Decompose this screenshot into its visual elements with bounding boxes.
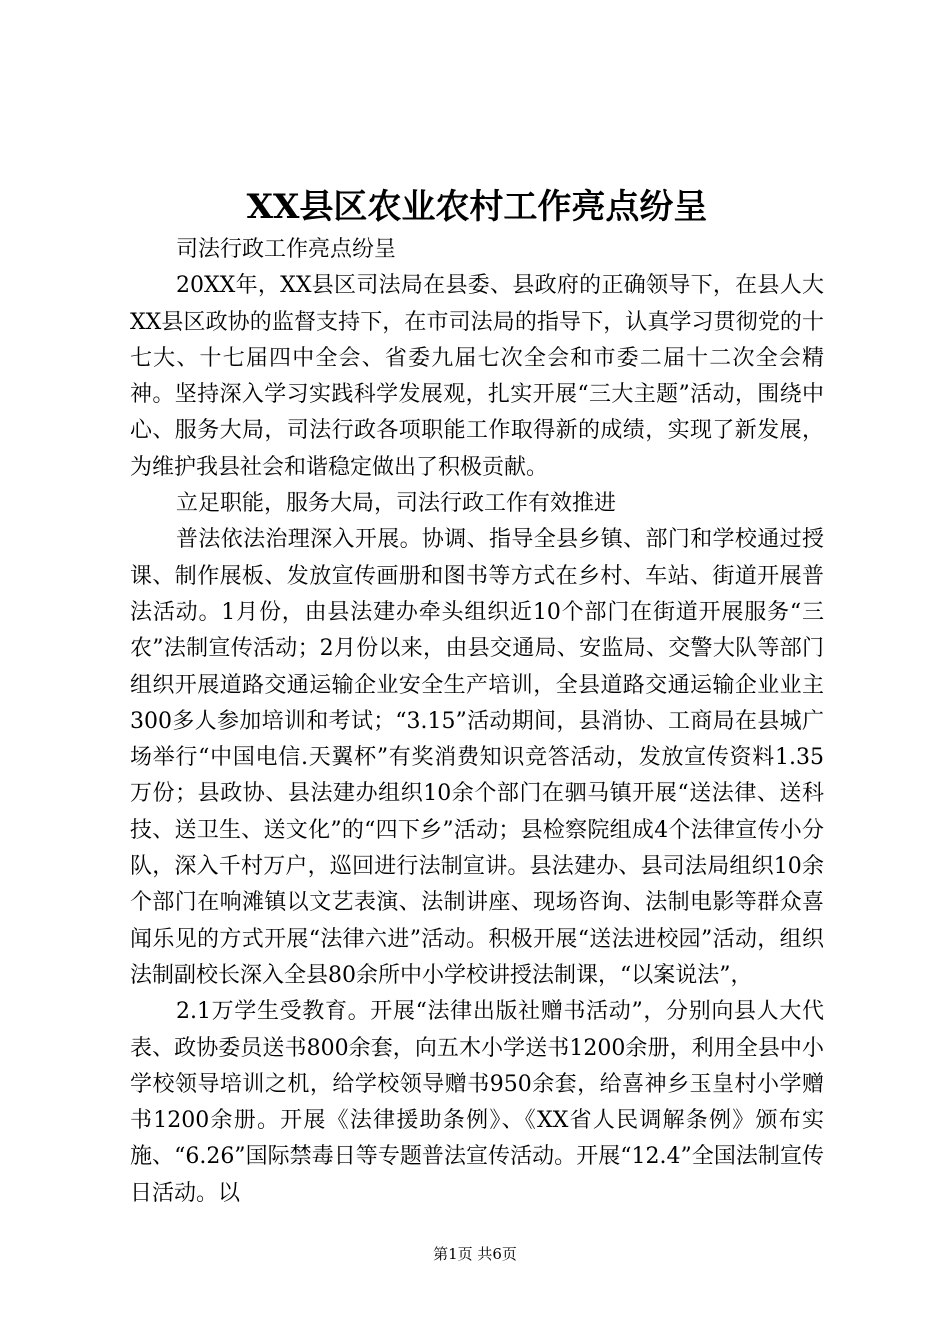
- paragraph-section-heading: 立足职能，服务大局，司法行政工作有效推进: [176, 491, 617, 517]
- document-title: XX县区农业农村工作亮点纷呈: [246, 187, 708, 227]
- page-number-footer: 第1页 共6页: [433, 1245, 517, 1263]
- paragraph-intro: 20XX年，XX县区司法局在县委、县政府的正确领导下，在县人大XX县区政协的监督支持下，在市司法局的指导下，认真学习贯彻党的十七大、十七届四中全会、省委九届七次全会和市委二届十二次全会精神。坚持深入学习实践科学发展观，扎实开展“三大主题”活动，围绕中心、服务大局，司法行政各项职能工作取得新的成绩，实现了新发展，为维护我县社会和谐稳定做出了积极贡献。: [130, 273, 824, 480]
- document-body: [130, 232, 824, 1212]
- paragraph-legal-education: 普法依法治理深入开展。协调、指导全县乡镇、部门和学校通过授课、制作展板、发放宣传画册和图书等方式在乡村、车站、街道开展普法活动。1月份，由县法建办牵头组织近10个部门在街道开展服务“三农”法制宣传活动；2月份以来，由县交通局、安监局、交警大队等部门组织开展道路交通运输企业安全生产培训，全县道路交通运输企业业主300多人参加培训和考试；“3.15”活动期间，县消协、工商局在县城广场举行“中国电信.天翼杯”有奖消费知识竞答活动，发放宣传资料1.35万份；县政协、县法建办组织10余个部门在驷马镇开展“送法律、送科技、送卫生、送文化”的“四下乡”活动；县检察院组成4个法律宣传小分队，深入千村万户，巡回进行法制宣讲。县法建办、县司法局组织10余个部门在响滩镇以文艺表演、法制讲座、现场咨询、法制电影等群众喜闻乐见的方式开展“法律六进”活动。积极开展“送法进校园”活动，组织法制副校长深入全县80余所中小学校讲授法制课，“以案说法”，: [130, 527, 824, 988]
- paragraph-book-donation: 2.1万学生受教育。开展“法律出版社赠书活动”，分别向县人大代表、政协委员送书800余套，向五木小学送书1200余册，利用全县中小学校领导培训之机，给学校领导赠书950余套，给喜神乡玉皇村小学赠书1200余册。开展《法律援助条例》、《XX省人民调解条例》颁布实施、“6.26”国际禁毒日等专题普法宣传活动。开展“12.4”全国法制宣传日活动。以: [130, 999, 824, 1206]
- paragraph-subtitle: 司法行政工作亮点纷呈: [176, 237, 397, 262]
